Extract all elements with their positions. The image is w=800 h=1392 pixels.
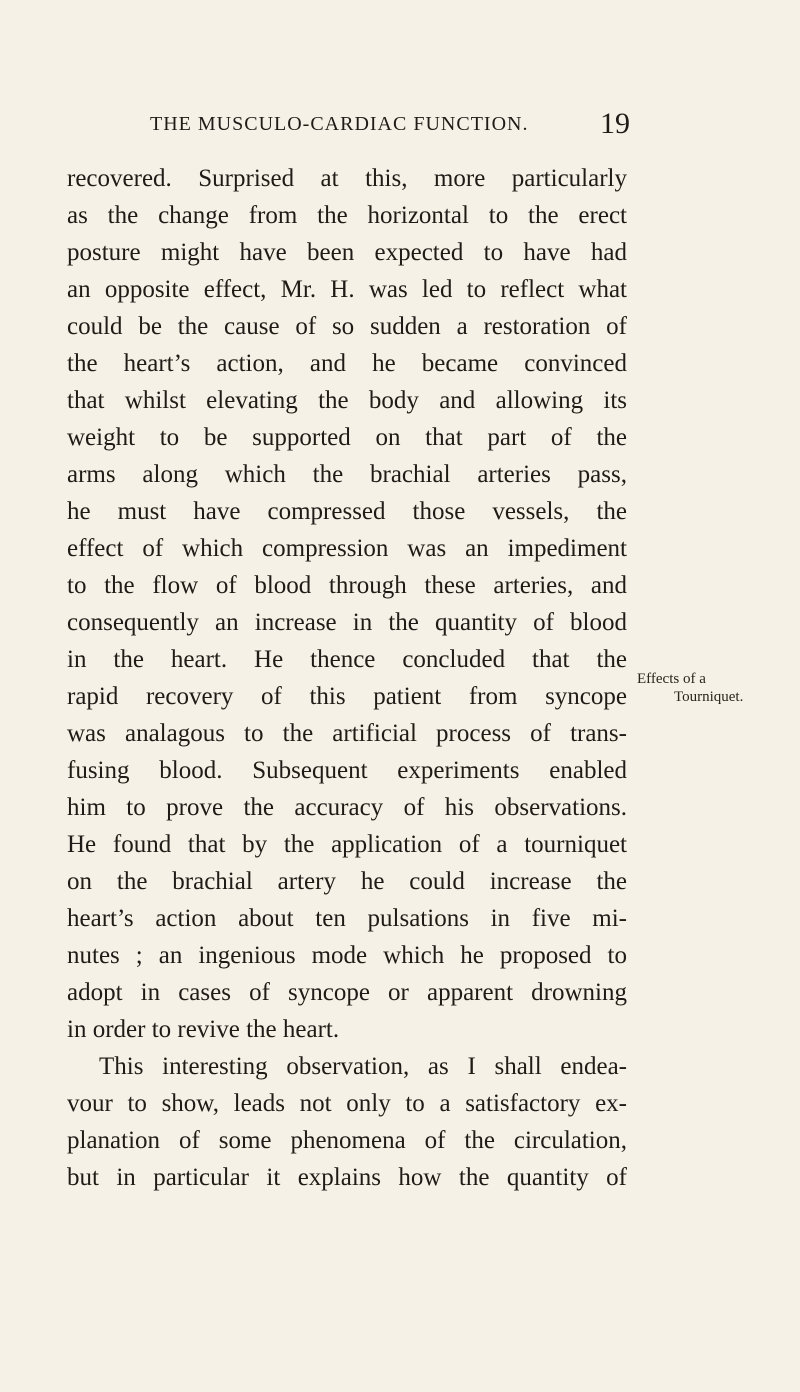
text-line-3: posture might have been expected to have had — [67, 239, 627, 266]
text-line-20: on the brachial artery he could increase the — [67, 868, 627, 895]
text-line-25: This interesting observation, as I shall endea- — [99, 1053, 627, 1080]
text-line-15: rapid recovery of this patient from syncope — [67, 683, 627, 710]
text-line-14: in the heart. He thence concluded that the — [67, 646, 627, 673]
text-line-17: fusing blood. Subsequent experiments enabled — [67, 757, 627, 784]
text-line-23: adopt in cases of syncope or apparent drowning — [67, 979, 627, 1006]
running-head — [150, 107, 630, 147]
running-title: THE MUSCULO-CARDIAC FUNCTION. — [150, 113, 529, 135]
text-line-7: that whilst elevating the body and allowing its — [67, 387, 627, 414]
text-line-28: but in particular it explains how the quantity of — [67, 1164, 627, 1191]
text-line-18: him to prove the accuracy of his observations. — [67, 794, 627, 821]
text-line-4: an opposite effect, Mr. H. was led to reflect what — [67, 276, 627, 303]
margin-note — [637, 670, 799, 706]
text-line-16: was analagous to the artificial process of trans- — [67, 720, 627, 747]
margin-note-line-1: Effects of a — [637, 671, 706, 687]
margin-note-line-2: Tourniquet. — [674, 689, 744, 705]
text-line-21: heart’s action about ten pulsations in five mi- — [67, 905, 627, 932]
text-line-27: planation of some phenomena of the circulation, — [67, 1127, 627, 1154]
text-line-9: arms along which the brachial arteries pass, — [67, 461, 627, 488]
text-line-5: could be the cause of so sudden a restoration of — [67, 313, 627, 340]
text-line-13: consequently an increase in the quantity of blood — [67, 609, 627, 636]
text-line-1: recovered. Surprised at this, more particularly — [67, 165, 627, 192]
text-line-12: to the flow of blood through these arteries, and — [67, 572, 627, 599]
body-text — [67, 160, 627, 1196]
text-line-6: the heart’s action, and he became convinced — [67, 350, 627, 377]
text-line-22: nutes ; an ingenious mode which he proposed to — [67, 942, 627, 969]
text-line-10: he must have compressed those vessels, the — [67, 498, 627, 525]
text-line-11: effect of which compression was an impediment — [67, 535, 627, 562]
text-line-24: in order to revive the heart. — [67, 1016, 340, 1043]
text-line-2: as the change from the horizontal to the erect — [67, 202, 627, 229]
page-number: 19 — [600, 107, 630, 140]
text-line-26: vour to show, leads not only to a satisfactory ex- — [67, 1090, 627, 1117]
text-line-19: He found that by the application of a tourniquet — [67, 831, 627, 858]
text-line-8: weight to be supported on that part of the — [67, 424, 627, 451]
